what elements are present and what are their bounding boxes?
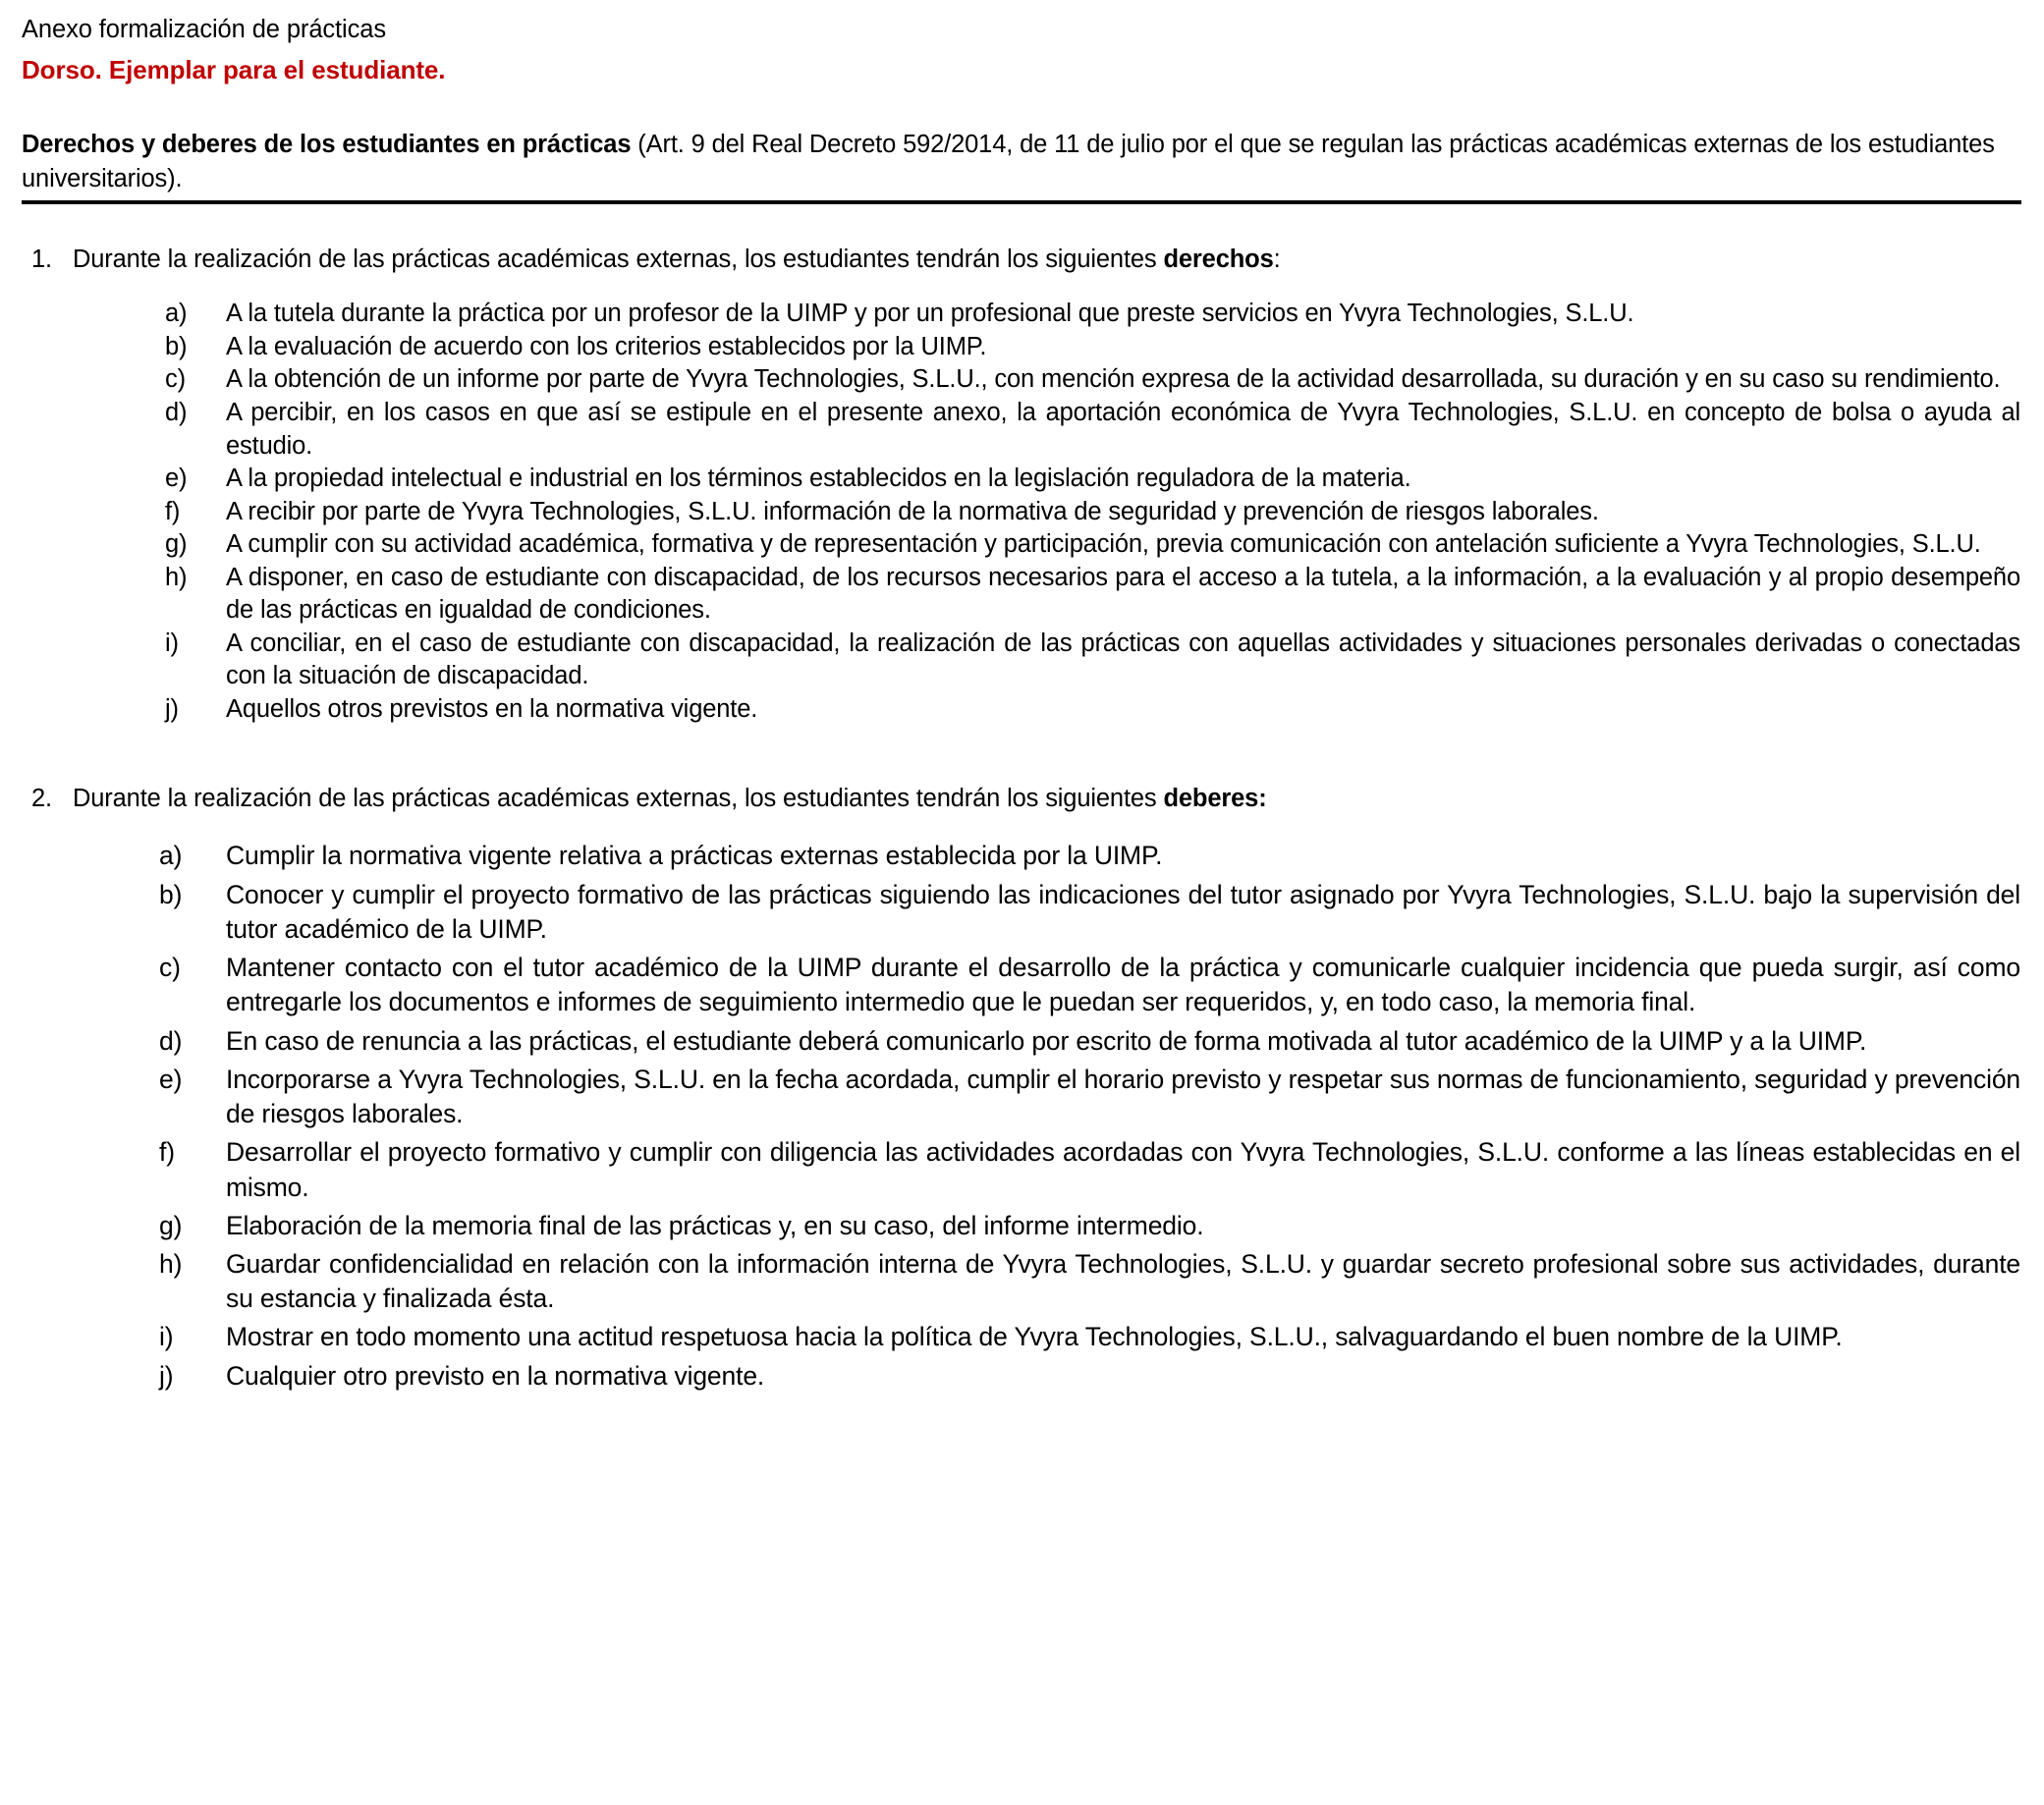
list-item-text: A recibir por parte de Yvyra Technologies, S.L.U. información de la normativa de seguridad y prevención de riesgos laborales. <box>226 497 1599 525</box>
list-item-text: A conciliar, en el caso de estudiante con discapacidad, la realización de las prácticas con aquellas actividades y situaciones personales derivadas o conectadas con la situación de discapacidad. <box>226 629 2020 690</box>
list-item-marker: f) <box>159 1137 175 1168</box>
subtitle-period: . <box>438 54 446 84</box>
list-item-marker: f) <box>165 497 181 525</box>
list-item-text: Cualquier otro previsto en la normativa vigente. <box>226 1360 765 1391</box>
section-duties-lead-bold: deberes: <box>1163 785 1267 813</box>
list-item-marker: a) <box>165 300 188 328</box>
list-item <box>22 463 2020 496</box>
list-item-text: Aquellos otros previstos en la normativa vigente. <box>226 694 758 723</box>
legal-basis-reference: (Art. 9 del Real Decreto 592/2014, de 11 de julio por el que se regulan las prácticas académicas externas de los estudiantes universitarios). <box>22 130 1995 192</box>
section-duties-heading <box>22 783 2020 815</box>
list-item-text: A disponer, en caso de estudiante con discapacidad, de los recursos necesarios para el acceso a la tutela, a la información, a la evaluación y al propio desempeño de las prácticas en igualdad de condiciones. <box>226 563 2020 625</box>
section-duties <box>22 783 2020 1394</box>
section-rights-lead-after: : <box>1273 246 1281 274</box>
list-item <box>22 1320 2020 1354</box>
list-item-text: A la obtención de un informe por parte de Yvyra Technologies, S.L.U., con mención expresa de la actividad desarrollada, su duración y en su caso su rendimiento. <box>226 365 2001 394</box>
list-item-marker: i) <box>165 629 179 657</box>
list-item-marker: e) <box>165 465 188 493</box>
list-item <box>22 1359 2020 1394</box>
list-item <box>22 331 2020 364</box>
list-item-text: A la propiedad intelectual e industrial en los términos establecidos en la legislación reguladora de la materia. <box>226 465 1411 493</box>
section-rights-lead-bold: derechos <box>1163 246 1274 274</box>
list-item-marker: j) <box>159 1360 174 1391</box>
header-divider-rule <box>22 200 2021 204</box>
list-item <box>22 1024 2020 1059</box>
list-item <box>22 1063 2020 1131</box>
subtitle-bold-text: Dorso. Ejemplar para el estudiante <box>22 54 439 84</box>
list-item-marker: j) <box>165 694 179 723</box>
list-item <box>22 298 2020 331</box>
list-item-text: Cumplir la normativa vigente relativa a prácticas externas establecida por la UIMP. <box>226 841 1163 871</box>
list-item <box>22 562 2020 628</box>
list-item-marker: d) <box>165 398 188 426</box>
list-item-text: Elaboración de la memoria final de las prácticas y, en su caso, del informe intermedio. <box>226 1210 1204 1240</box>
section-duties-lead-before: Durante la realización de las prácticas académicas externas, los estudiantes tendrán los siguientes <box>73 785 1164 813</box>
list-item-text: Mantener contacto con el tutor académico de la UIMP durante el desarrollo de la práctica y comunicarle cualquier incidencia que pueda surgir, así como entregarle los documentos e informes de seguimiento intermedio que le puedan ser requeridos, y, en todo caso, la memoria final. <box>226 953 2020 1017</box>
list-item <box>22 951 2020 1019</box>
list-item-marker: b) <box>165 332 188 360</box>
list-item <box>22 628 2020 693</box>
list-item <box>22 839 2020 873</box>
list-item-text: Conocer y cumplir el proyecto formativo de las prácticas siguiendo las indicaciones del tutor asignado por Yvyra Technologies, S.L.U. bajo la supervisión del tutor académico de la UIMP. <box>226 879 2020 944</box>
list-item-marker: g) <box>165 530 188 559</box>
list-item <box>22 363 2020 397</box>
list-item-text: Incorporarse a Yvyra Technologies, S.L.U. en la fecha acordada, cumplir el horario previsto y respetar sus normas de funcionamiento, seguridad y prevención de riesgos laborales. <box>226 1064 2020 1129</box>
list-item <box>22 693 2020 727</box>
list-item-marker: c) <box>165 365 186 394</box>
duties-list <box>22 839 2020 1394</box>
section-rights-lead <box>73 244 2020 276</box>
list-item-text: A percibir, en los casos en que así se estipule en el presente anexo, la aportación económica de Yvyra Technologies, S.L.U. en concepto de bolsa o ayuda al estudio. <box>226 398 2020 460</box>
list-item-text: En caso de renuncia a las prácticas, el estudiante deberá comunicarlo por escrito de forma motivada al tutor académico de la UIMP y a la UIMP. <box>226 1025 1867 1056</box>
section-rights-lead-before: Durante la realización de las prácticas académicas externas, los estudiantes tendrán los siguientes <box>73 246 1164 274</box>
rights-list <box>22 298 2020 726</box>
list-item-marker: h) <box>159 1249 183 1279</box>
section-rights <box>22 244 2020 726</box>
list-item <box>22 397 2020 463</box>
list-item-marker: e) <box>159 1064 183 1094</box>
list-item <box>22 496 2020 529</box>
list-item <box>22 1247 2020 1316</box>
list-item <box>22 528 2020 562</box>
list-item <box>22 1209 2020 1243</box>
list-item-text: A la tutela durante la práctica por un profesor de la UIMP y por un profesional que preste servicios en Yvyra Technologies, S.L.U. <box>226 300 1634 328</box>
section-rights-number: 1. <box>31 246 52 274</box>
legal-basis-title: Derechos y deberes de los estudiantes en prácticas <box>22 130 632 158</box>
section-rights-heading <box>22 244 2020 276</box>
section-duties-lead <box>73 783 2020 815</box>
section-duties-number: 2. <box>31 785 52 813</box>
list-item-marker: a) <box>159 841 183 871</box>
list-item-marker: d) <box>159 1025 183 1056</box>
document-kicker: Anexo formalización de prácticas <box>22 16 386 43</box>
list-item-text: Guardar confidencialidad en relación con la información interna de Yvyra Technologies, S.L.U. y guardar secreto profesional sobre sus actividades, durante su estancia y finalizada ésta. <box>226 1249 2020 1314</box>
list-item-marker: b) <box>159 879 183 909</box>
document-subtitle <box>22 54 2020 86</box>
list-item-marker: i) <box>159 1322 174 1352</box>
list-item-marker: g) <box>159 1210 183 1240</box>
list-item-text: Desarrollar el proyecto formativo y cumplir con diligencia las actividades acordadas con Yvyra Technologies, S.L.U. conforme a las líneas establecidas en el mismo. <box>226 1137 2020 1202</box>
list-item <box>22 1135 2020 1204</box>
list-item <box>22 878 2020 947</box>
list-item-text: A cumplir con su actividad académica, formativa y de representación y participación, previa comunicación con antelación suficiente a Yvyra Technologies, S.L.U. <box>226 530 1981 559</box>
list-item-marker: c) <box>159 953 181 983</box>
legal-basis-paragraph <box>22 128 2020 195</box>
list-item-marker: h) <box>165 563 188 591</box>
list-item-text: Mostrar en todo momento una actitud respetuosa hacia la política de Yvyra Technologies, S.L.U., salvaguardando el buen nombre de la UIMP. <box>226 1322 1843 1352</box>
list-item-text: A la evaluación de acuerdo con los criterios establecidos por la UIMP. <box>226 332 987 360</box>
